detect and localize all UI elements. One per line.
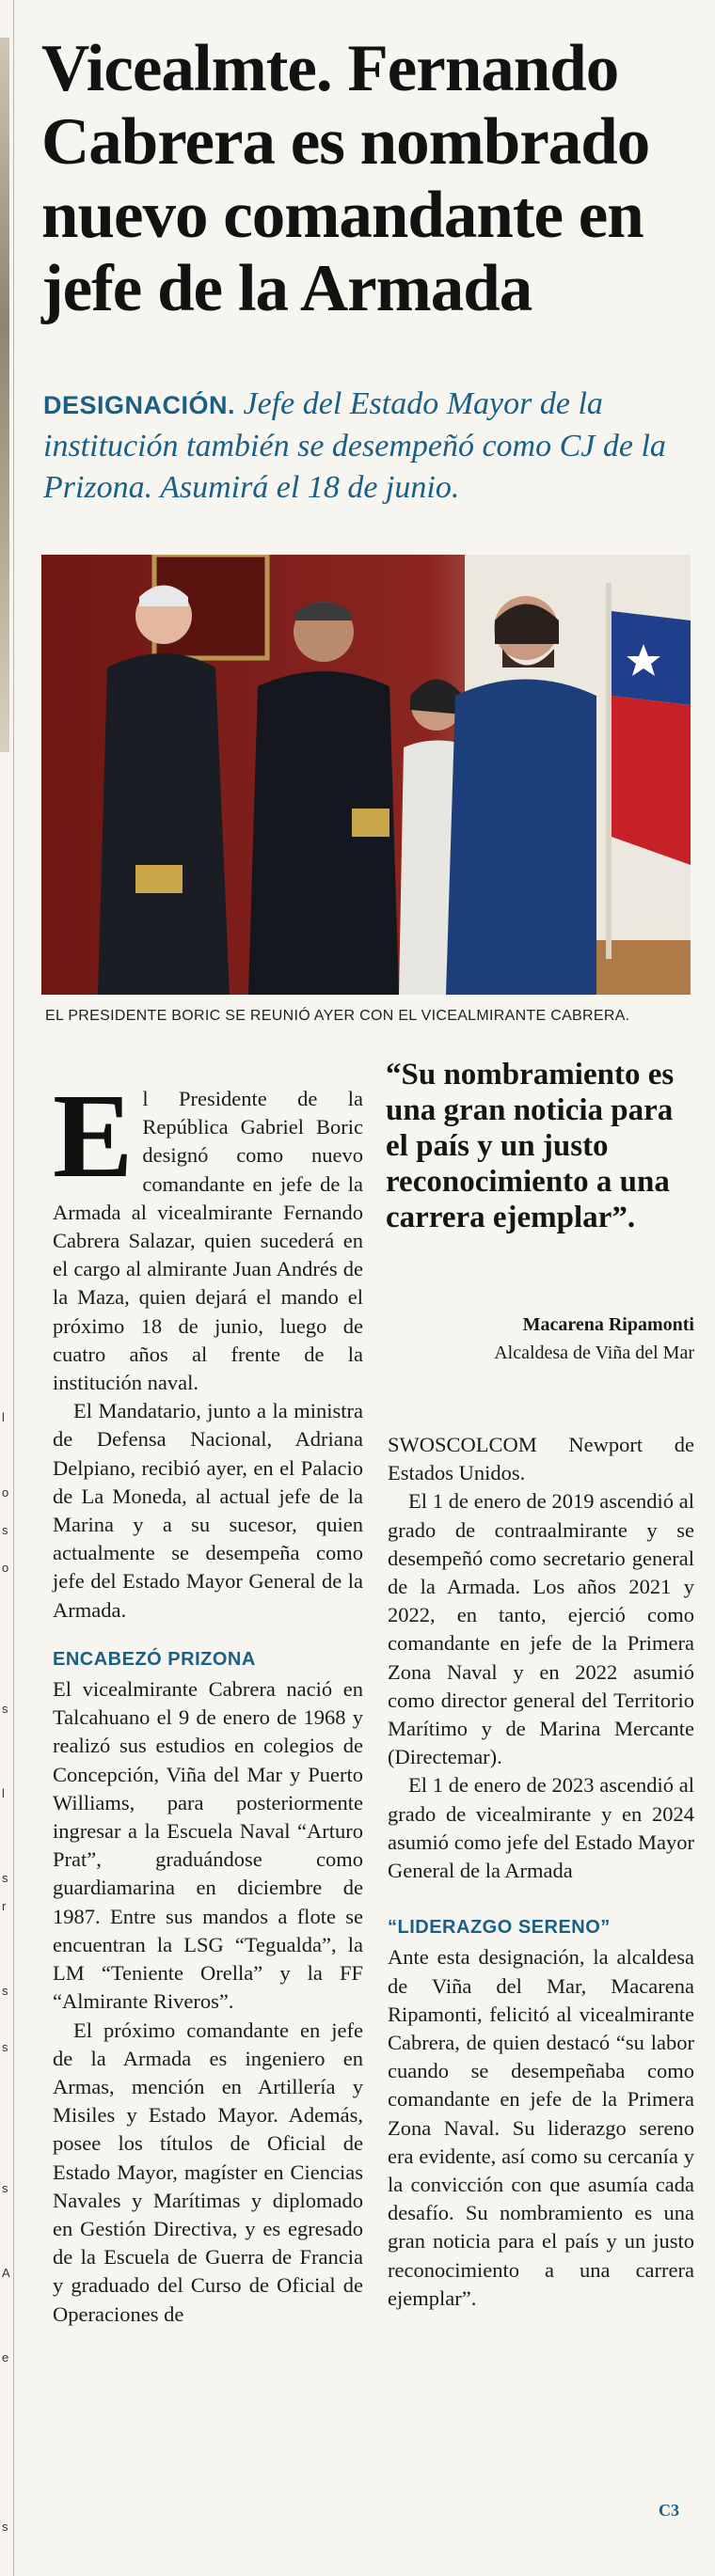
edge-char: s <box>2 2520 8 2534</box>
edge-char: A <box>2 2266 10 2280</box>
edge-char: s <box>2 1984 8 1998</box>
photo-illustration <box>41 555 691 995</box>
edge-char: s <box>2 2040 8 2054</box>
edge-char: o <box>2 1561 9 1575</box>
edge-char: s <box>2 1871 8 1885</box>
deck-text: Jefe del Estado Mayor de la institución también se desempeñó como CJ de la Prizona. Asumirá el 18 de junio. <box>43 386 666 505</box>
article-column-left <box>53 1069 363 2329</box>
edge-char: s <box>2 1702 8 1716</box>
adjacent-photo-fragment <box>0 38 9 752</box>
deck-kicker: DESIGNACIÓN. <box>43 391 236 419</box>
quote-attribution-name: Macarena Ripamonti <box>522 1314 694 1335</box>
edge-char: l <box>2 1786 5 1800</box>
deck <box>43 384 692 509</box>
paragraph: El vicealmirante Cabrera nació en Talcahuano el 9 de enero de 1968 y realizó sus estudios en colegios de Concepción, Viña del Mar y Puerto Williams, para posteriormente ingresar a la Escuela Naval “Arturo Prat”, graduándose como guardiamarina en diciembre de 1987. Entre sus mandos a flote se encuentran la LSG “Tegualda”, la LM “Teniente Orella” y la FF “Almirante Riveros”. <box>53 1677 363 2014</box>
headline: Vicealmte. Fernando Cabrera es nombrado nuevo comandante en jefe de la Armada <box>41 32 650 325</box>
paragraph: SWOSCOLCOM Newport de Estados Unidos. <box>388 1433 694 1485</box>
news-photo <box>41 555 691 995</box>
section-subhead: ENCABEZÓ PRIZONA <box>53 1648 256 1670</box>
paragraph: El Mandatario, junto a la ministra de Defensa Nacional, Adriana Delpiano, recibió ayer, en el Palacio de La Moneda, al actual jefe de la Marina y a su sucesor, quien actualmente se desempeña como jefe del Estado Mayor General de la Armada. <box>53 1399 363 1622</box>
adjacent-article-edge <box>0 0 14 2576</box>
pull-quote: “Su nombramiento es una gran noticia para el país y un justo reconocimiento a una carrera ejemplar”. <box>386 1058 675 1234</box>
section-subhead: “LIDERAZGO SERENO” <box>388 1917 611 1939</box>
drop-cap: E <box>53 1069 134 1202</box>
edge-char: s <box>2 2181 8 2195</box>
edge-char: l <box>2 1410 5 1424</box>
photo-caption: EL PRESIDENTE BORIC SE REUNIÓ AYER CON EL VICEALMIRANTE CABRERA. <box>45 1008 630 1024</box>
paragraph: El próximo comandante en jefe de la Armada es ingeniero en Armas, mención en Artillería y Misiles y Estado Mayor. Además, posee los títulos de Oficial de Estado Mayor, magíster en Ciencias Navales y Marítimas y diplomado en Gestión Directiva, y es egresado de la Escuela de Guerra de Francia y graduado del Curso de Oficial de Operaciones de <box>53 2018 363 2326</box>
quote-attribution-role: Alcaldesa de Viña del Mar <box>494 1343 694 1363</box>
article-column-right <box>388 1431 694 2313</box>
paragraph <box>53 1069 363 1397</box>
end-mark: C3 <box>659 2501 679 2520</box>
paragraph-text: l Presidente de la República Gabriel Boric designó como nuevo comandante en jefe de la Armada al vicealmirante Fernando Cabrera Salazar, quien sucederá en el cargo al almirante Juan Andrés de la Maza, quien dejará el mando el próximo 18 de junio, luego de cuatro años al frente de la institución naval. <box>53 1087 363 1395</box>
edge-char: r <box>2 1899 7 1913</box>
edge-char: s <box>2 1523 8 1537</box>
paragraph: El 1 de enero de 2019 ascendió al grado de contraalmirante y se desempeñó como secretario general de la Armada. Los años 2021 y 2022, en tanto, ejerció como comandante en jefe de la Primera Zona Naval y en 2022 asumió como director general del Territorio Marítimo y de Marina Mercante (Directemar). <box>388 1489 694 1769</box>
edge-char: o <box>2 1485 9 1500</box>
paragraph: El 1 de enero de 2023 ascendió al grado de vicealmirante y en 2024 asumió como jefe del Estado Mayor General de la Armada <box>388 1773 694 1883</box>
edge-char: e <box>2 2350 9 2364</box>
paragraph: Ante esta designación, la alcaldesa de Viña del Mar, Macarena Ripamonti, felicitó al vicealmirante Cabrera, de quien destacó “su labor cuando se desempeñaba como comandante en jefe de la Primera Zona Naval. Su liderazgo sereno era evidente, así como su cercanía y la convicción con que asumía cada desafío. Su nombramiento es una gran noticia para el país y un justo reconocimiento a una carrera ejemplar”. <box>388 1945 694 2310</box>
